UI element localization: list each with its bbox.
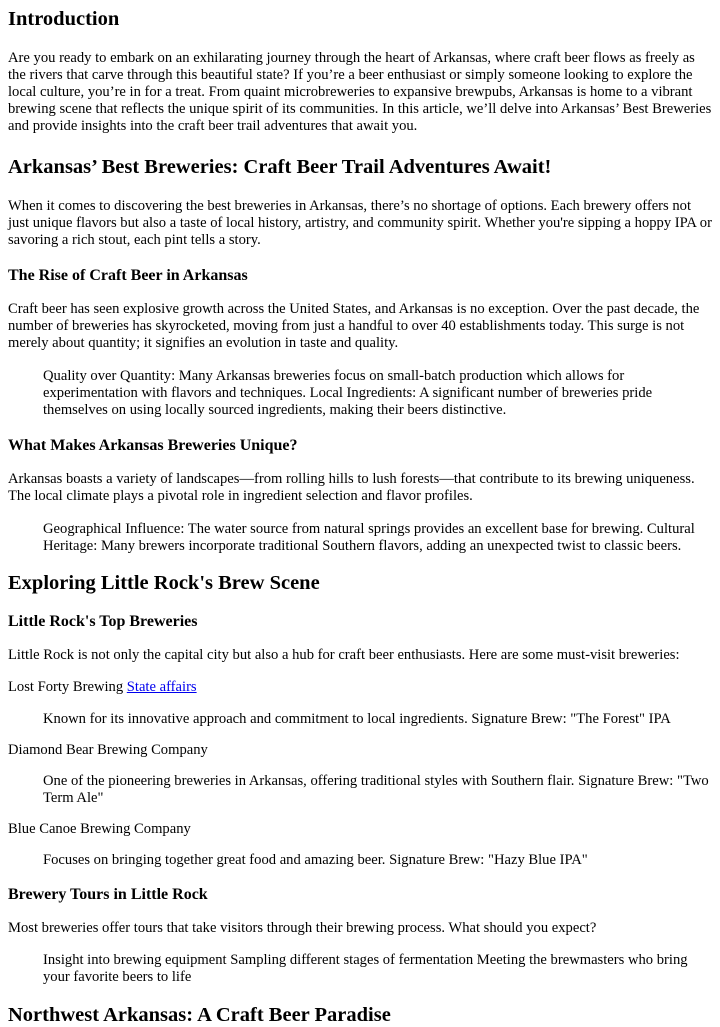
brewery-name-blue-canoe: Blue Canoe Brewing Company (8, 821, 191, 837)
northwest-heading: Northwest Arkansas: A Craft Beer Paradise (8, 1004, 391, 1026)
state-affairs-link[interactable]: State affairs (126, 679, 197, 695)
unique-paragraph: Arkansas boasts a variety of landscapes—from rolling hills to lush forests—that contribute to its brewing uniqueness. The local climate plays a pivotal role in ingredient selection and flavor profiles. (8, 471, 695, 504)
brewery-description-lost-forty: Known for its innovative approach and commitment to local ingredients. Signature Brew: "The Forest" IPA (43, 711, 671, 727)
brewery-description-blue-canoe: Focuses on bringing together great food and amazing beer. Signature Brew: "Hazy Blue IPA" (43, 852, 588, 868)
tours-quote: Insight into brewing equipment Sampling different stages of fermentation Meeting the brewmasters who bring your favorite beers to life (43, 952, 688, 985)
brewery-name-lost-forty (8, 679, 712, 696)
little-rock-top-heading: Little Rock's Top Breweries (8, 613, 198, 630)
intro-paragraph: Are you ready to embark on an exhilarating journey through the heart of Arkansas, where craft beer flows as freely as the rivers that carve through this beautiful state? If you’re a beer enthusiast or simply someone looking to explore the local culture, you’re in for a treat. From quaint microbreweries to expansive brewpubs, Arkansas is home to a vibrant brewing scene that reflects the unique spirit of its communities. In this article, we’ll delve into Arkansas’ Best Breweries and provide insights into the craft beer trail adventures that await you. (8, 50, 712, 134)
brewery-description-diamond-bear: One of the pioneering breweries in Arkansas, offering traditional styles with Southern flair. Signature Brew: "Two Term Ale" (43, 773, 709, 806)
rise-heading: The Rise of Craft Beer in Arkansas (8, 267, 248, 284)
best-breweries-paragraph: When it comes to discovering the best breweries in Arkansas, there’s no shortage of options. Each brewery offers not just unique flavors but also a taste of local history, artistry, and community spirit. Whether you're sipping a hoppy IPA or savoring a rich stout, each pint tells a story. (8, 198, 712, 248)
intro-heading: Introduction (8, 8, 120, 30)
brewery-name: Lost Forty Brewing (8, 679, 127, 695)
little-rock-heading: Exploring Little Rock's Brew Scene (8, 572, 320, 594)
brewery-name-diamond-bear: Diamond Bear Brewing Company (8, 742, 208, 758)
rise-paragraph: Craft beer has seen explosive growth across the United States, and Arkansas is no exception. Over the past decade, the number of breweries has skyrocketed, moving from just a handful to over 40 establishments today. This surge is not merely about quantity; it signifies an evolution in taste and quality. (8, 301, 700, 351)
little-rock-top-paragraph: Little Rock is not only the capital city but also a hub for craft beer enthusiasts. Here are some must-visit breweries: (8, 647, 680, 663)
article (0, 7, 720, 1027)
best-breweries-heading: Arkansas’ Best Breweries: Craft Beer Trail Adventures Await! (8, 156, 552, 178)
rise-quote: Quality over Quantity: Many Arkansas breweries focus on small-batch production which allows for experimentation with flavors and techniques. Local Ingredients: A significant number of breweries pride themselves on using locally sourced ingredients, making their beers distinctive. (43, 368, 653, 418)
unique-quote: Geographical Influence: The water source from natural springs provides an excellent base for brewing. Cultural Heritage: Many brewers incorporate traditional Southern flavors, adding an unexpected twist to classic beers. (43, 521, 695, 554)
unique-heading: What Makes Arkansas Breweries Unique? (8, 437, 298, 454)
tours-paragraph: Most breweries offer tours that take visitors through their brewing process. What should you expect? (8, 920, 597, 936)
tours-heading: Brewery Tours in Little Rock (8, 886, 208, 903)
